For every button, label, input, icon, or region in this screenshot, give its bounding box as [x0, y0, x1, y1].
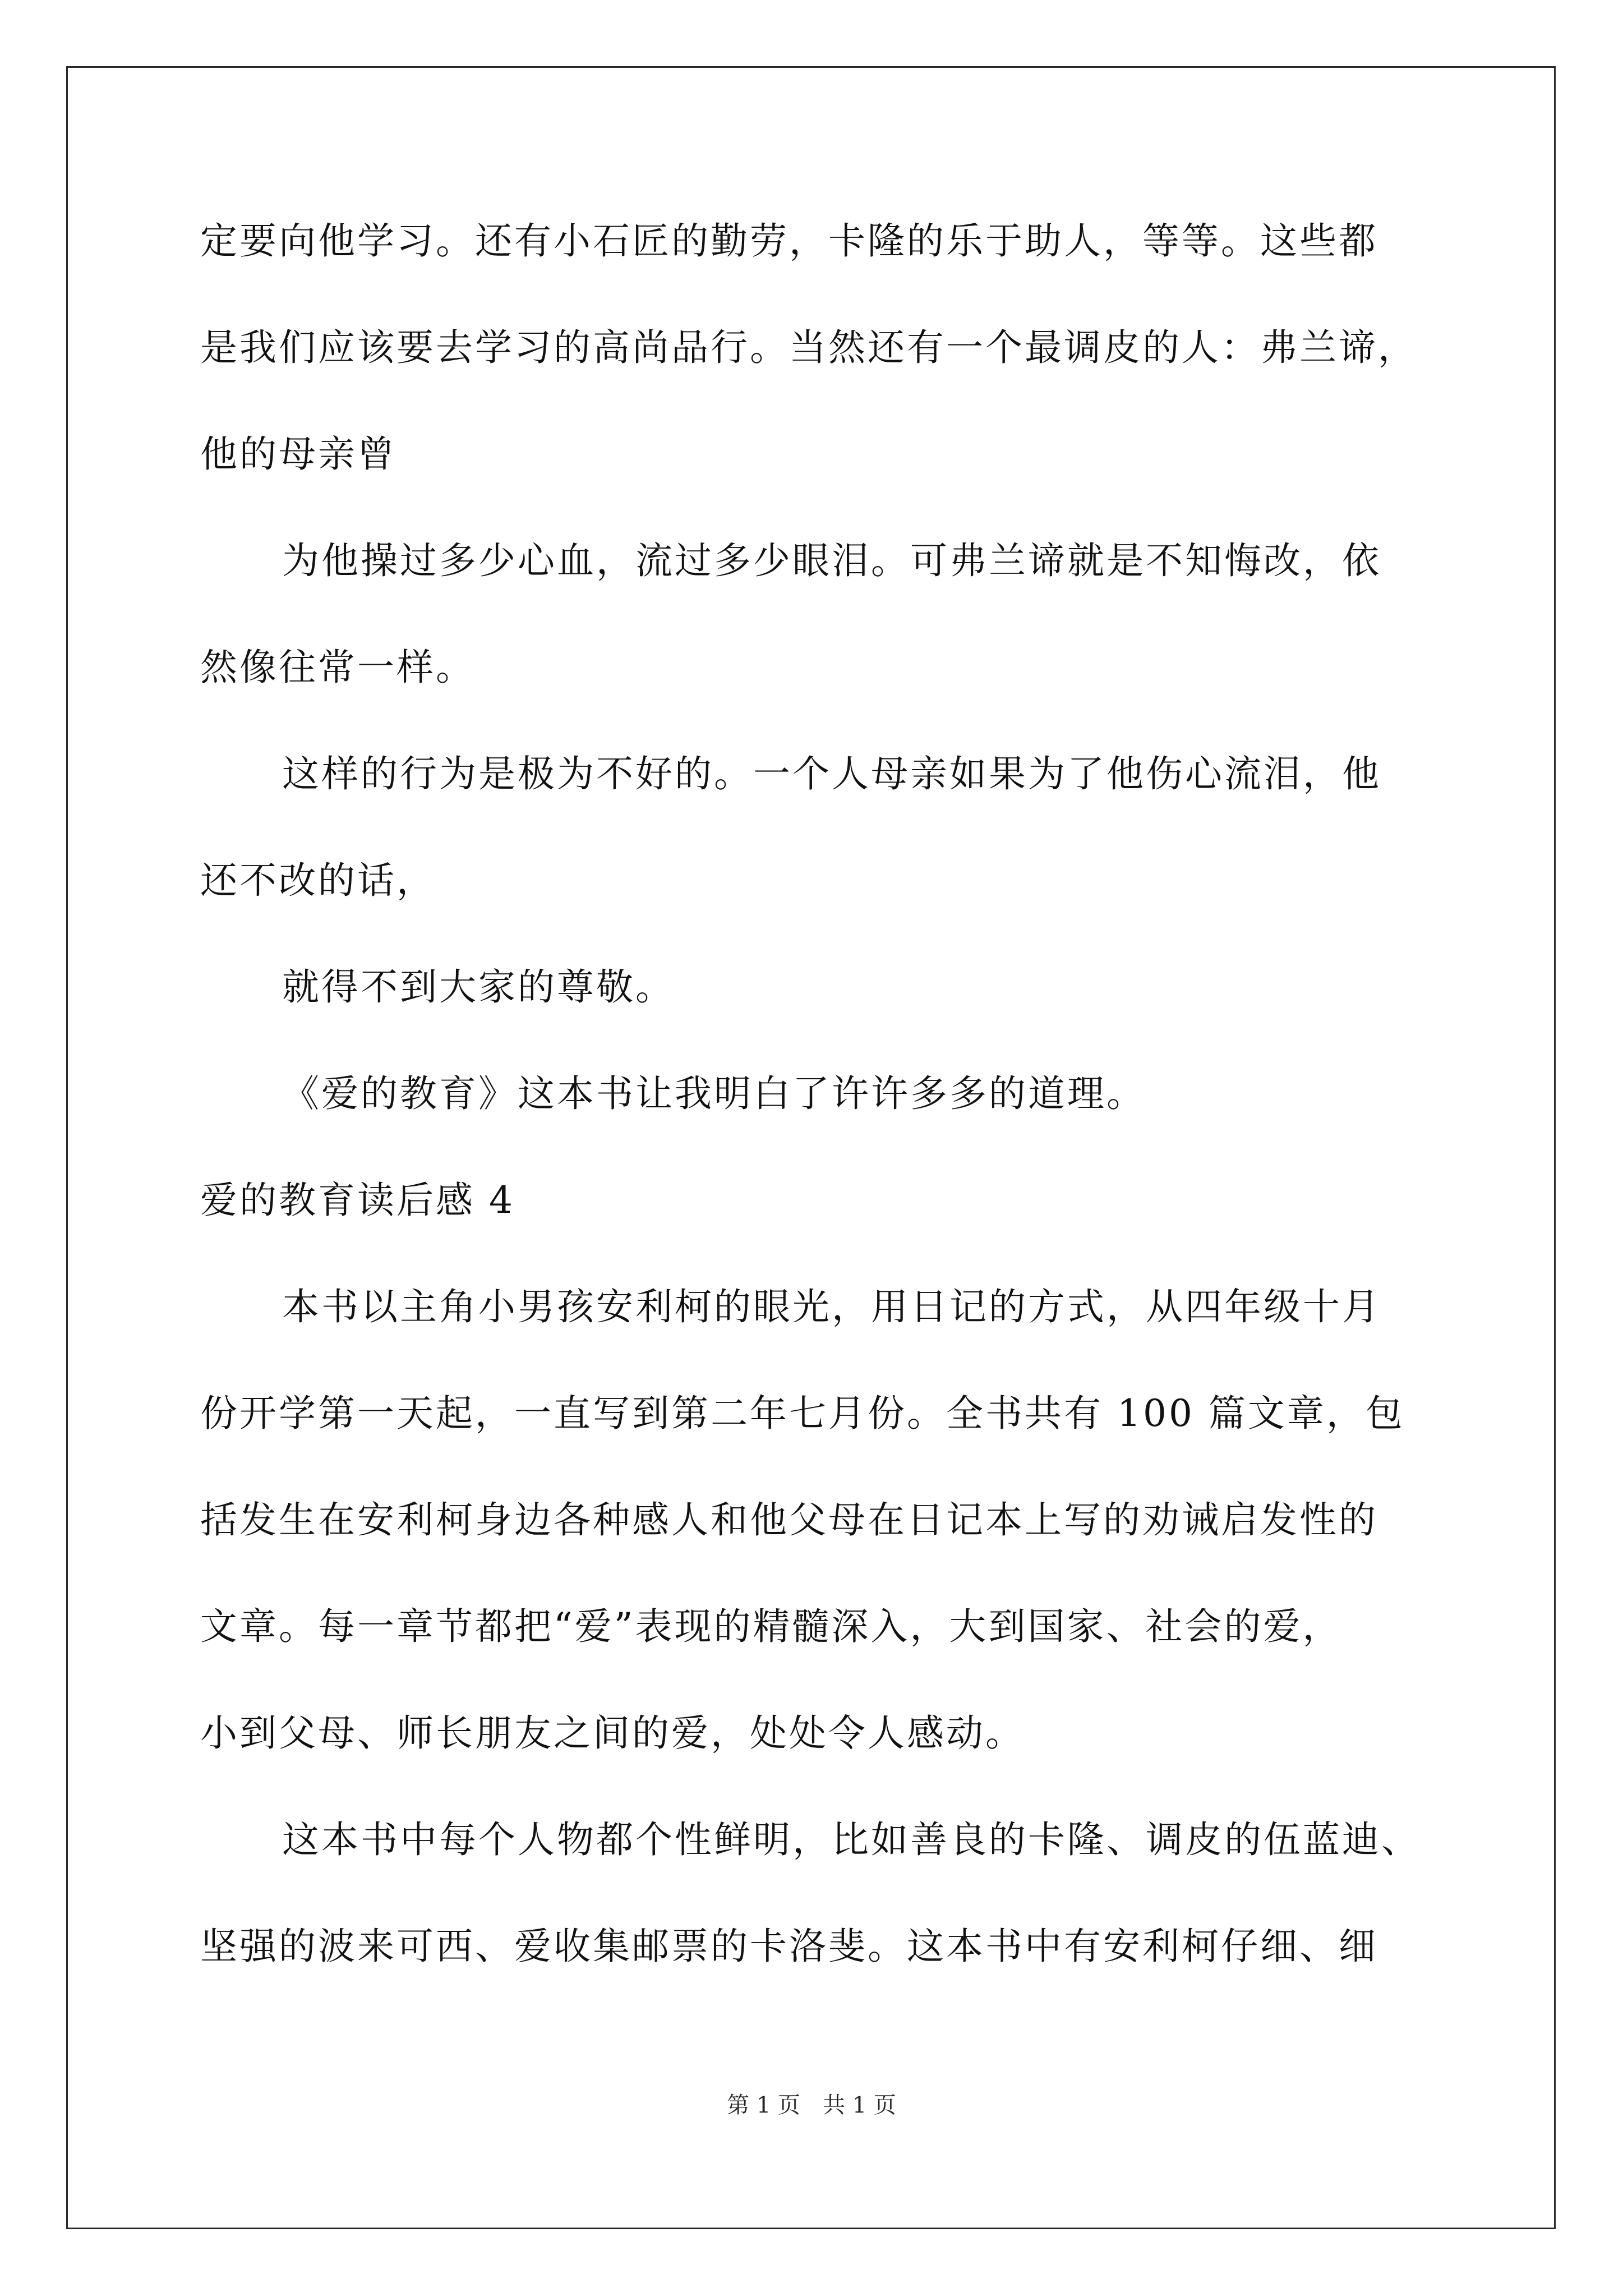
text-line: 《爱的教育》这本书让我明白了许许多多的道理。	[282, 1072, 1146, 1115]
text-line: 份开学第一天起，一直写到第二年七月份。全书共有 100 篇文章，包	[200, 1392, 1405, 1435]
text-line: 括发生在安利柯身边各种感人和他父母在日记本上写的劝诫启发性的	[200, 1498, 1378, 1542]
text-line: 本书以主角小男孩安利柯的眼光，用日记的方式，从四年级十月	[282, 1285, 1381, 1328]
text-line: 文章。每一章节都把“爱”表现的精髓深入，大到国家、社会的爱，	[200, 1605, 1342, 1648]
text-line: 然像往常一样。	[200, 646, 475, 689]
text-line: 为他操过多少心血，流过多少眼泪。可弗兰谛就是不知悔改，依	[282, 539, 1381, 582]
text-line: 小到父母、师长朋友之间的爱，处处令人感动。	[200, 1711, 1025, 1755]
text-line: 是我们应该要去学习的高尚品行。当然还有一个最调皮的人：弗兰谛，	[200, 326, 1417, 369]
text-line: 还不改的话，	[200, 859, 436, 902]
text-line: 坚强的波来可西、爱收集邮票的卡洛斐。这本书中有安利柯仔细、细	[200, 1925, 1378, 1968]
page-border	[66, 66, 1556, 2229]
page-total: 共 1 页	[823, 2092, 896, 2118]
text-line: 就得不到大家的尊敬。	[282, 965, 675, 1009]
text-line: 定要向他学习。还有小石匠的勤劳，卡隆的乐于助人，等等。这些都	[200, 219, 1378, 263]
text-line: 这本书中每个人物都个性鲜明，比如善良的卡隆、调皮的伍蓝迪、	[282, 1818, 1421, 1861]
section-heading: 爱的教育读后感 4	[200, 1179, 515, 1222]
text-line: 这样的行为是极为不好的。一个人母亲如果为了他伤心流泪，他	[282, 752, 1381, 795]
page-number: 第 1 页	[727, 2092, 800, 2118]
page-footer	[0, 2091, 1623, 2119]
text-line: 他的母亲曾	[200, 432, 396, 476]
